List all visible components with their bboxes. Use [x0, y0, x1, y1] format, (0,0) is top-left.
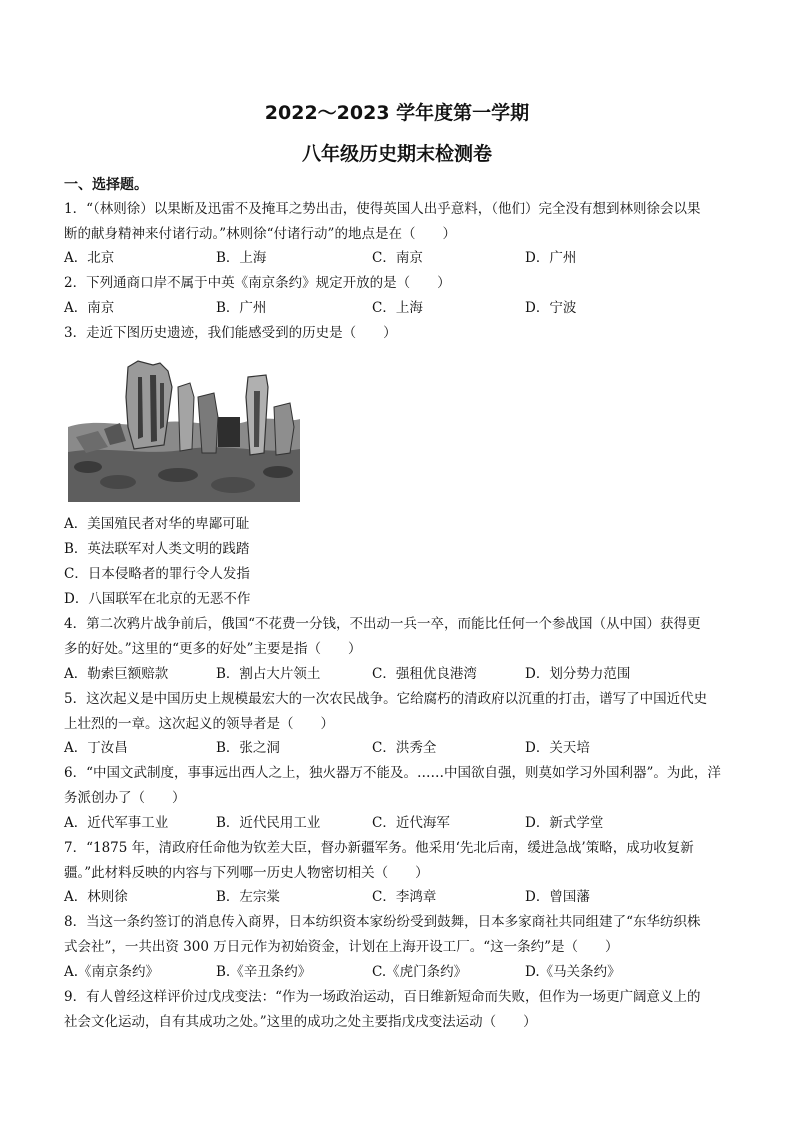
- question-3-line-1: 3．走近下图历史遗迹，我们能感受到的历史是（ ）: [64, 325, 397, 341]
- option-a: A．近代军事工业: [64, 815, 169, 831]
- section-heading: 一、选择题。: [64, 177, 148, 193]
- option-b: B．广州: [216, 300, 267, 316]
- question-2-line-1: 2．下列通商口岸不属于中英《南京条约》规定开放的是（ ）: [64, 275, 451, 291]
- question-4-line-2: 多的好处。”这里的“更多的好处”主要是指（ ）: [64, 641, 362, 657]
- question-4-options: [64, 662, 744, 687]
- question-6-line-1: 6．“中国文武制度，事事远出西人之上，独火器万不能及。……中国欲自强，则莫如学习外国利器”。为此，洋: [64, 765, 721, 781]
- option-c: C．洪秀全: [372, 740, 437, 756]
- question-9-line-1: 9．有人曾经这样评价过戊戌变法：“作为一场政治运动，百日维新短命而失败，但作为一场更广阔意义上的: [64, 989, 701, 1005]
- question-6-line-2: 务派创办了（ ）: [64, 790, 186, 806]
- question-3-option-d: D．八国联军在北京的无恶不作: [64, 591, 251, 607]
- option-d: D．广州: [525, 250, 577, 266]
- question-1-stem: [64, 197, 734, 247]
- option-c: C．李鸿章: [372, 889, 437, 905]
- option-d: D．曾国藩: [525, 889, 590, 905]
- option-b: B．左宗棠: [216, 889, 280, 905]
- question-7-options: [64, 885, 744, 910]
- question-3-option-a: A．美国殖民者对华的卑鄙可耻: [64, 516, 250, 532]
- option-a: A．勒索巨额赔款: [64, 666, 169, 682]
- question-8-options: [64, 960, 744, 985]
- exam-title-year: 2022～2023 学年度第一学期: [264, 102, 530, 124]
- question-8-stem: [64, 910, 734, 960]
- option-d: D．关天培: [525, 740, 590, 756]
- option-d: D．划分势力范围: [525, 666, 631, 682]
- option-b: B.《辛丑条约》: [216, 964, 312, 980]
- option-b: B．张之洞: [216, 740, 280, 756]
- question-5-stem: [64, 687, 734, 737]
- option-d: D.《马关条约》: [525, 964, 621, 980]
- exam-title-subject: 八年级历史期末检测卷: [301, 143, 492, 165]
- question-1-line-2: 断的献身精神来付诸行动。”林则徐“付诸行动”的地点是在（ ）: [64, 226, 456, 242]
- question-3-option-c: C．日本侵略者的罪行令人发指: [64, 566, 250, 582]
- question-2-stem: [64, 271, 734, 296]
- option-d: D．新式学堂: [525, 815, 604, 831]
- option-b: B．上海: [216, 250, 267, 266]
- option-c: C．南京: [372, 250, 423, 266]
- question-4-line-1: 4．第二次鸦片战争前后，俄国“不花费一分钱，不出动一兵一卒，而能比任何一个参战国（从中国）获得更: [64, 616, 701, 632]
- question-6-options: [64, 811, 744, 836]
- option-b: B．近代民用工业: [216, 815, 321, 831]
- question-5-line-1: 5．这次起义是中国历史上规模最宏大的一次农民战争。它给腐朽的清政府以沉重的打击，谱写了中国近代史: [64, 691, 708, 707]
- question-7-stem: [64, 836, 734, 886]
- question-9-line-2: 社会文化运动，自有其成功之处。”这里的成功之处主要指戊戌变法运动（ ）: [64, 1014, 537, 1030]
- ruins-photo: [68, 357, 300, 502]
- question-7-line-2: 疆。”此材料反映的内容与下列哪一历史人物密切相关（ ）: [64, 865, 429, 881]
- question-7-line-1: 7．“1875 年，清政府任命他为钦差大臣，督办新疆军务。他采用‘先北后南，缓进急战’策略，成功收复新: [64, 840, 694, 856]
- question-5-line-2: 上壮烈的一章。这次起义的领导者是（ ）: [64, 716, 334, 732]
- question-1-line-1: 1．“（林则徐）以果断及迅雷不及掩耳之势出击，使得英国人出乎意料，（他们）完全没有想到林则徐会以果: [64, 201, 701, 217]
- question-6-stem: [64, 761, 734, 811]
- option-c: C.《虎门条约》: [372, 964, 468, 980]
- question-4-stem: [64, 612, 734, 662]
- question-9-stem: [64, 985, 734, 1035]
- option-a: A．南京: [64, 300, 115, 316]
- option-a: A．丁汝昌: [64, 740, 128, 756]
- question-3-stem: [64, 321, 734, 346]
- option-d: D．宁波: [525, 300, 577, 316]
- question-5-options: [64, 736, 744, 761]
- question-8-line-1: 8．当这一条约签订的消息传入商界，日本纺织资本家纷纷受到鼓舞，日本多家商社共同组建了“东华纺织株: [64, 914, 701, 930]
- option-a: A.《南京条约》: [64, 964, 160, 980]
- option-a: A．北京: [64, 250, 115, 266]
- option-c: C．近代海军: [372, 815, 450, 831]
- question-1-options: [64, 246, 744, 271]
- question-3-option-b: B．英法联军对人类文明的践踏: [64, 541, 250, 557]
- option-c: C．强租优良港湾: [372, 666, 477, 682]
- question-2-options: [64, 296, 744, 321]
- option-a: A．林则徐: [64, 889, 128, 905]
- question-8-line-2: 式会社”，一共出资 300 万日元作为初始资金，计划在上海开设工厂。“这一条约”是（ ）: [64, 939, 619, 955]
- option-b: B．割占大片领土: [216, 666, 321, 682]
- option-c: C．上海: [372, 300, 423, 316]
